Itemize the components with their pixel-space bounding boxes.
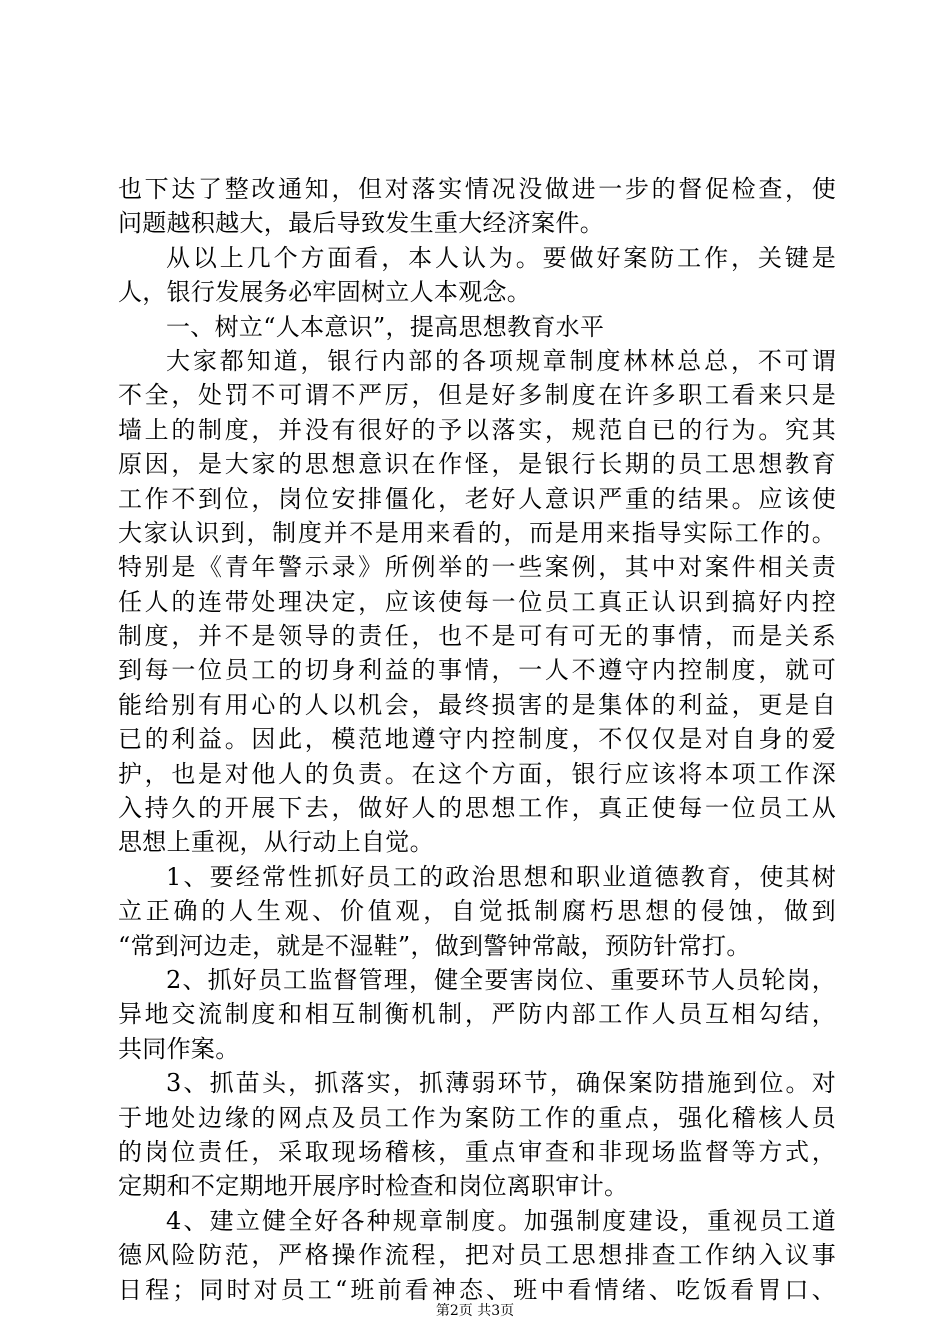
text-line: 原因，是大家的思想意识在作怪，是银行长期的员工思想教育 (118, 450, 836, 479)
text-line: 制度，并不是领导的责任，也不是可有可无的事情，而是关系 (118, 622, 836, 651)
text-line: 共同作案。 (118, 1034, 240, 1063)
text-line: 定期和不定期地开展序时检查和岗位离职审计。 (118, 1172, 629, 1201)
text-line: 的岗位责任，采取现场稽核，重点审查和非现场监督等方式， (118, 1137, 836, 1166)
text-line: 特别是《青年警示录》所例举的一些案例，其中对案件相关责 (118, 553, 836, 582)
text-line: 到每一位员工的切身利益的事情，一人不遵守内控制度，就可 (118, 656, 836, 685)
text-line: 异地交流制度和相互制衡机制，严防内部工作人员互相勾结， (118, 1000, 836, 1029)
text-line: 一、树立“人本意识”，提高思想教育水平 (166, 312, 605, 341)
text-line: 墙上的制度，并没有很好的予以落实，规范自已的行为。究其 (118, 415, 836, 444)
text-line: 也下达了整改通知，但对落实情况没做进一步的督促检查，使 (118, 175, 836, 203)
text-line: 大家认识到，制度并不是用来看的，而是用来指导实际工作的。 (118, 518, 836, 547)
page-footer: 第2页 共3页 (435, 1303, 515, 1319)
text-line: 德风险防范，严格操作流程，把对员工思想排查工作纳入议事 (118, 1241, 836, 1270)
text-line: 入持久的开展下去，做好人的思想工作，真正使每一位员工从 (118, 794, 836, 823)
text-line: 工作不到位，岗位安排僵化，老好人意识严重的结果。应该使 (118, 484, 836, 513)
text-line: 1、要经常性抓好员工的政治思想和职业道德教育，使其树 (166, 862, 836, 891)
text-line: “常到河边走，就是不湿鞋”，做到警钟常敲，预防针常打。 (118, 931, 751, 960)
text-line: 立正确的人生观、价值观，自觉抵制腐朽思想的侵蚀，做到 (118, 897, 836, 926)
text-line: 思想上重视，从行动上自觉。 (118, 828, 434, 857)
text-line: 已的利益。因此，模范地遵守内控制度，不仅仅是对自身的爱 (118, 725, 836, 754)
text-line: 能给别有用心的人以机会，最终损害的是集体的利益，更是自 (118, 690, 836, 719)
text-line: 日程；同时对员工“班前看神态、班中看情绪、吃饭看胃口、 (118, 1275, 836, 1304)
text-line: 护，也是对他人的负责。在这个方面，银行应该将本项工作深 (118, 759, 836, 788)
text-line: 问题越积越大，最后导致发生重大经济案件。 (118, 209, 604, 238)
text-line: 从以上几个方面看，本人认为。要做好案防工作，关键是 (166, 243, 836, 272)
text-line: 人，银行发展务必牢固树立人本观念。 (118, 278, 532, 307)
text-line: 4、建立健全好各种规章制度。加强制度建设，重视员工道 (166, 1206, 836, 1235)
text-line: 3、抓苗头，抓落实，抓薄弱环节，确保案防措施到位。对 (166, 1069, 836, 1098)
text-line: 于地处边缘的网点及员工作为案防工作的重点，强化稽核人员 (118, 1103, 836, 1132)
text-line: 大家都知道，银行内部的各项规章制度林林总总，不可谓 (166, 346, 836, 375)
body-text (118, 172, 836, 1307)
text-line: 任人的连带处理决定，应该使每一位员工真正认识到搞好内控 (118, 587, 836, 616)
text-line: 2、抓好员工监督管理，健全要害岗位、重要环节人员轮岗， (166, 965, 836, 994)
text-line: 不全，处罚不可谓不严厉，但是好多制度在许多职工看来只是 (118, 381, 836, 410)
